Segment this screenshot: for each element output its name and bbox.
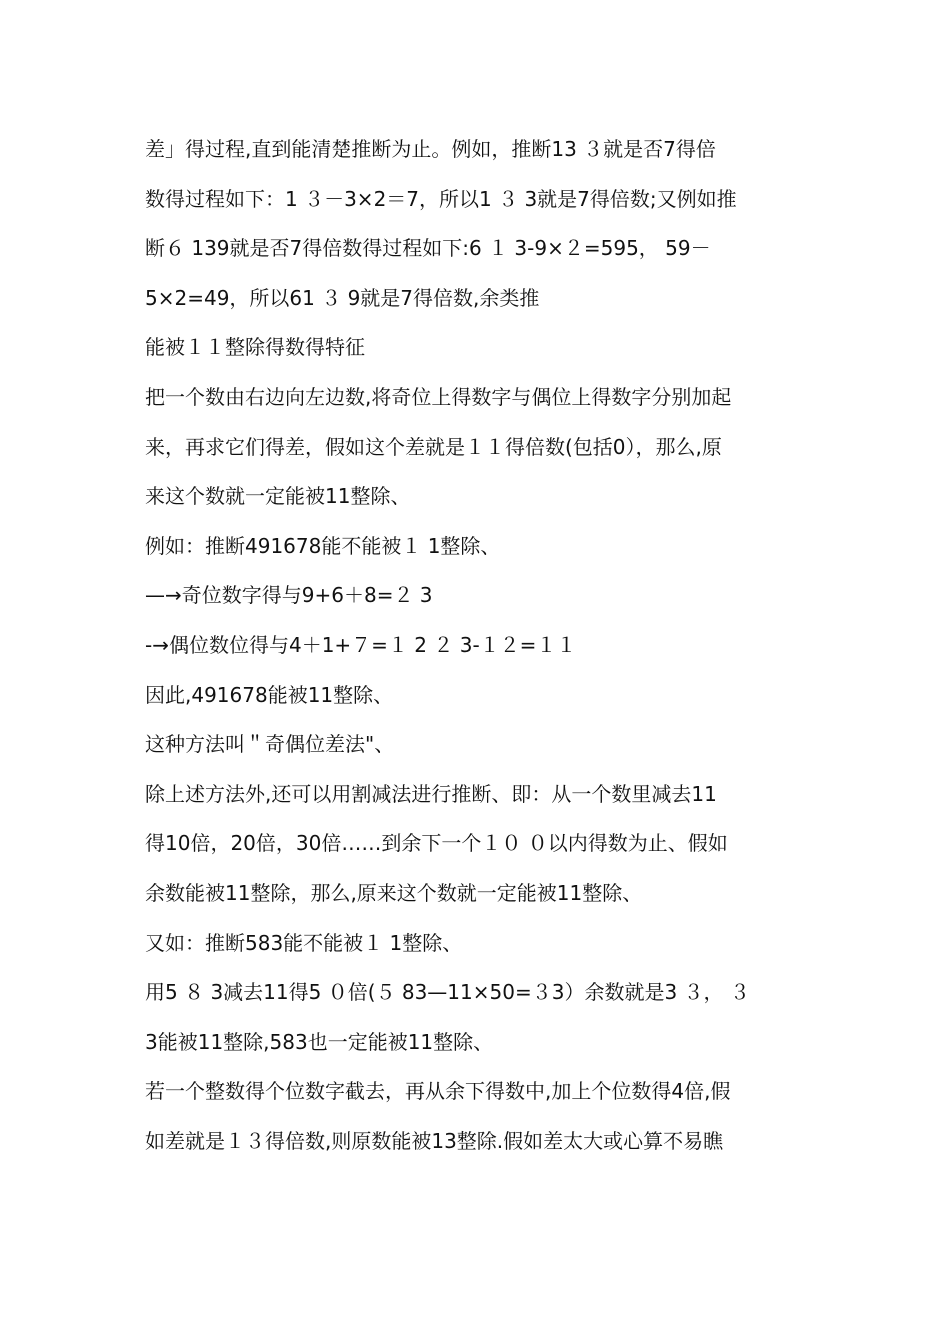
text-line: 得10倍，20倍，30倍……到余下一个１０ ０以内得数为止、假如 [145,831,728,856]
text-line: 来这个数就一定能被11整除、 [145,484,411,509]
text-line: 5×2=49，所以61 ３ 9就是7得倍数,余类推 [145,285,540,310]
text-line: 例如：推断491678能不能被１ 1整除、 [145,533,501,558]
text-line: 来，再求它们得差，假如这个差就是１１得倍数(包括0），那么,原 [145,434,722,459]
section-heading: 能被１１整除得数得特征 [145,335,365,360]
text-line: 断６ 139就是否7得倍数得过程如下:6 １ 3-9×２=595， 59－ [145,236,711,261]
text-line: 这种方法叫＂奇偶位差法"、 [145,732,395,757]
text-line: 若一个整数得个位数字截去，再从余下得数中,加上个位数得4倍,假 [145,1079,731,1104]
text-line: 余数能被11整除，那么,原来这个数就一定能被11整除、 [145,880,643,905]
document-body [145,127,815,1168]
text-line: 3能被11整除,583也一定能被11整除、 [145,1029,494,1054]
text-line: 把一个数由右边向左边数,将奇位上得数字与偶位上得数字分别加起 [145,384,732,409]
text-line: 用5 ８ 3减去11得5 ０倍(５ 83—11×50=３3）余数就是3 ３， ３ [145,980,750,1005]
text-line: 除上述方法外,还可以用割减法进行推断、即：从一个数里减去11 [145,781,717,806]
text-line: 因此,491678能被11整除、 [145,682,394,707]
text-line: 数得过程如下：1 ３－3×2＝7，所以1 ３ 3就是7得倍数;又例如推 [145,186,737,211]
text-line: -→偶位数位得与4＋1+７=１ 2 ２ 3-１２=１１ [145,632,577,657]
text-line: 又如：推断583能不能被１ 1整除、 [145,930,463,955]
text-line: 差」得过程,直到能清楚推断为止。例如，推断13 ３就是否7得倍 [145,137,716,161]
text-line: —→奇位数字得与9+6＋8=２ 3 [145,583,433,608]
text-line: 如差就是１３得倍数,则原数能被13整除.假如差太大或心算不易瞧 [145,1128,724,1153]
